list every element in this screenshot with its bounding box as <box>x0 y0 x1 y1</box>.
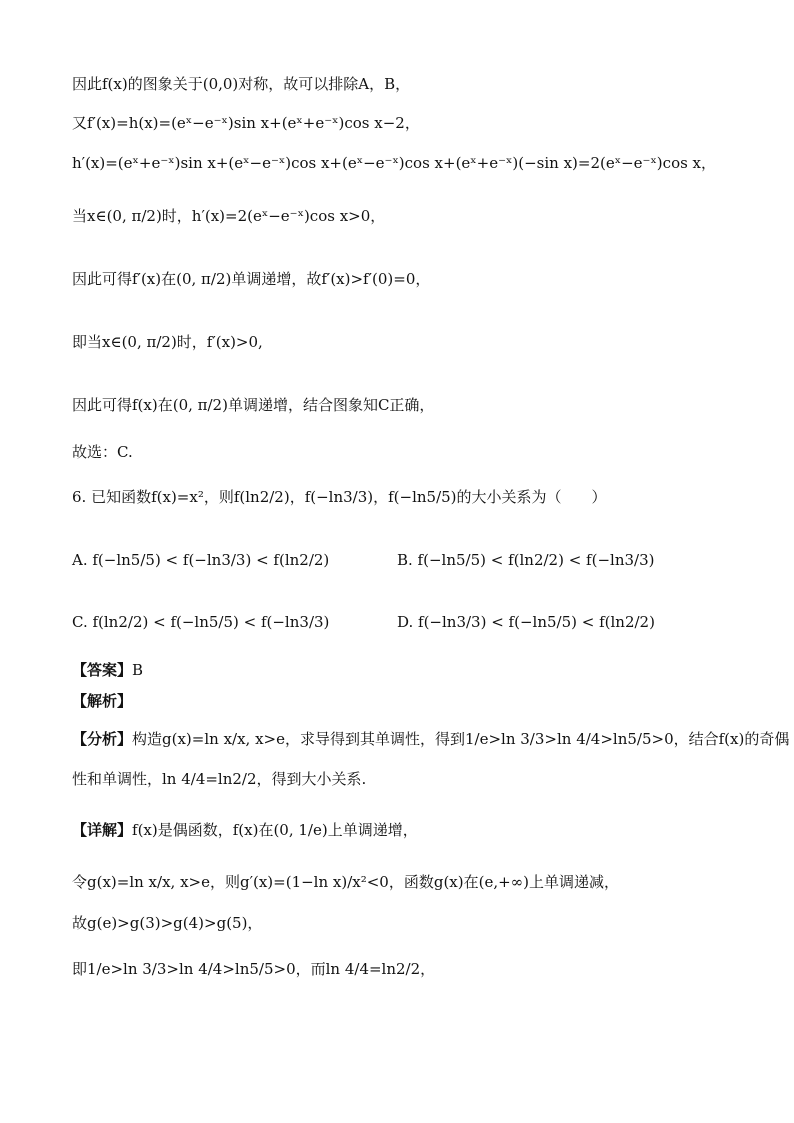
option-a: A. f(−ln5/5) < f(−ln3/3) < f(ln2/2) <box>72 551 330 569</box>
solution-line-1: 因此f(x)的图象关于(0,0)对称，故可以排除A，B， <box>72 75 411 93</box>
fenxi-text-1: 构造g(x)=ln x/x, x>e，求导得到其单调性，得到1/e>ln 3/3>ln 4/4>ln5/5>0，结合f(x)的奇偶 <box>132 730 790 748</box>
option-d: D. f(−ln3/3) < f(−ln5/5) < f(ln2/2) <box>397 613 655 631</box>
option-b: B. f(−ln5/5) < f(ln2/2) < f(−ln3/3) <box>397 551 655 569</box>
solution-line-8: 故选：C. <box>72 443 133 461</box>
solution-line-7: 因此可得f(x)在(0, π/2)单调递增，结合图象知C正确， <box>72 396 435 414</box>
detail-line-1 <box>72 819 418 841</box>
detail-line-3: 故g(e)>g(3)>g(4)>g(5)， <box>72 914 263 932</box>
option-c: C. f(ln2/2) < f(−ln5/5) < f(−ln3/3) <box>72 613 330 631</box>
fenxi-line-1 <box>72 728 789 750</box>
solution-line-6: 即当x∈(0, π/2)时，f′(x)>0, <box>72 333 263 351</box>
fenxi-label: 【分析】 <box>72 730 133 748</box>
solution-line-3: h′(x)=(eˣ+e⁻ˣ)sin x+(eˣ−e⁻ˣ)cos x+(eˣ−e⁻ˣ)cos x+(eˣ+e⁻ˣ)(−sin x)=2(eˣ−e⁻ˣ)cos x， <box>72 154 717 172</box>
detail-line-2: 令g(x)=ln x/x, x>e，则g′(x)=(1−ln x)/x²<0，函数g(x)在(e,+∞)上单调递减， <box>72 873 620 891</box>
answer-value: B <box>132 661 144 679</box>
analysis-heading: 【解析】 <box>72 692 133 710</box>
question-6-stem: 6. 已知函数f(x)=x²，则f(ln2/2)，f(−ln3/3)，f(−ln5/5)的大小关系为（ ） <box>72 488 607 506</box>
answer-label: 【答案】 <box>72 661 133 679</box>
detail-label: 【详解】 <box>72 821 133 839</box>
solution-line-2: 又f′(x)=h(x)=(eˣ−e⁻ˣ)sin x+(eˣ+e⁻ˣ)cos x−2， <box>72 114 420 132</box>
detail-text-1: f(x)是偶函数，f(x)在(0, 1/e)上单调递增， <box>132 821 418 839</box>
solution-line-5: 因此可得f′(x)在(0, π/2)单调递增，故f′(x)>f′(0)=0， <box>72 270 431 288</box>
solution-line-4: 当x∈(0, π/2)时，h′(x)=2(eˣ−e⁻ˣ)cos x>0， <box>72 207 386 225</box>
fenxi-line-2: 性和单调性，ln 4/4=ln2/2，得到大小关系. <box>72 770 367 788</box>
detail-line-4: 即1/e>ln 3/3>ln 4/4>ln5/5>0，而ln 4/4=ln2/2， <box>72 960 436 978</box>
answer-line <box>72 659 143 681</box>
